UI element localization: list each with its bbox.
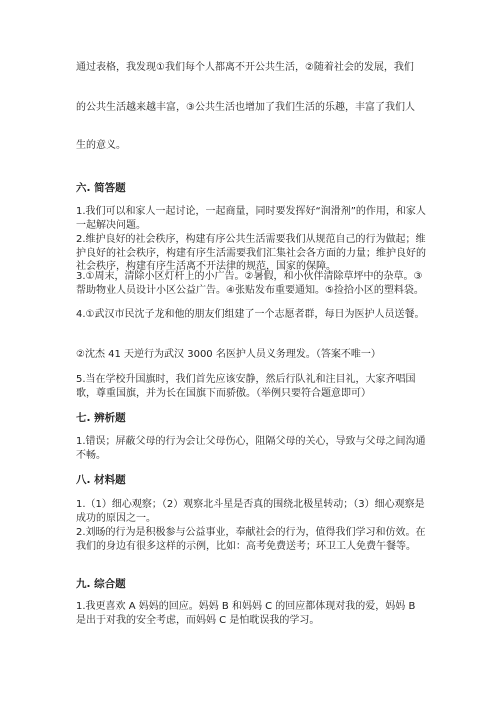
section-heading-short-answer: 六. 简答题 [76,182,126,194]
answer-8-1: 1.（1）细心观察；（2）观察北斗星是否真的围绕北极星转动；（3）细心观察是成功的原因之一。 [76,499,425,524]
answer-6-2: 2.维护良好的社会秩序，构建有序公共生活需要我们从规范自己的行为做起；维护良好的社会秩序，构建有序生活需要我们汇集社会各方面的力量；维护良好的社会秩序，构建有序生活离不开法律的规范，国家的保障。 [76,234,426,272]
answer-6-3: 3.①周末，清除小区灯杆上的小广告。②暑假，和小伙伴清除草坪中的杂草。③帮助物业人员设计小区公益广告。④张贴发布重要通知。⑤捡拾小区的塑料袋。 [76,271,424,296]
answer-9-1: 1.我更喜欢 A 妈妈的回应。妈妈 B 和妈妈 C 的回应都体现对我的爱，妈妈 B 是出于对我的安全考虑，而妈妈 C 是怕耽误我的学习。 [76,601,416,626]
section-heading-discrimination: 七. 辨析题 [76,412,126,424]
answer-6-5: 5.当在学校升国旗时，我们首先应该安静，然后行队礼和注目礼，大家齐唱国歌，尊重国旗，并为长在国旗下而骄傲。（举例只要符合题意即可） [76,374,416,399]
intro-paragraph-line-3: 生的意义。 [76,140,126,151]
intro-paragraph-line-2: 的公共生活越来越丰富，③公共生活也增加了我们生活的乐趣，丰富了我们人 [76,102,415,113]
answer-6-4b: ②沈杰 41 天逆行为武汉 3000 名医护人员义务理发。（答案不唯一） [76,349,381,360]
section-heading-comprehensive: 九. 综合题 [76,578,126,590]
answer-8-2: 2.刘旸的行为是积极参与公益事业，奉献社会的行为，值得我们学习和仿效。在我们的身边有很多这样的示例，比如：高考免费送考；环卫工人免费午餐等。 [76,527,426,552]
intro-paragraph-line-1: 通过表格，我发现①我们每个人都离不开公共生活，②随着社会的发展，我们 [76,62,414,73]
answer-6-1: 1.我们可以和家人一起讨论，一起商量，同时要发挥好“润滑剂”的作用，和家人一起解决问题。 [76,206,426,231]
answer-6-4a: 4.①武汉市民沈子龙和他的朋友们组建了一个志愿者群，每日为医护人员送餐。 [76,309,425,320]
section-heading-material: 八. 材料题 [76,474,126,486]
answer-7-1: 1.错误；屏蔽父母的行为会让父母伤心，阻隔父母的关心，导致与父母之间沟通不畅。 [76,436,426,461]
